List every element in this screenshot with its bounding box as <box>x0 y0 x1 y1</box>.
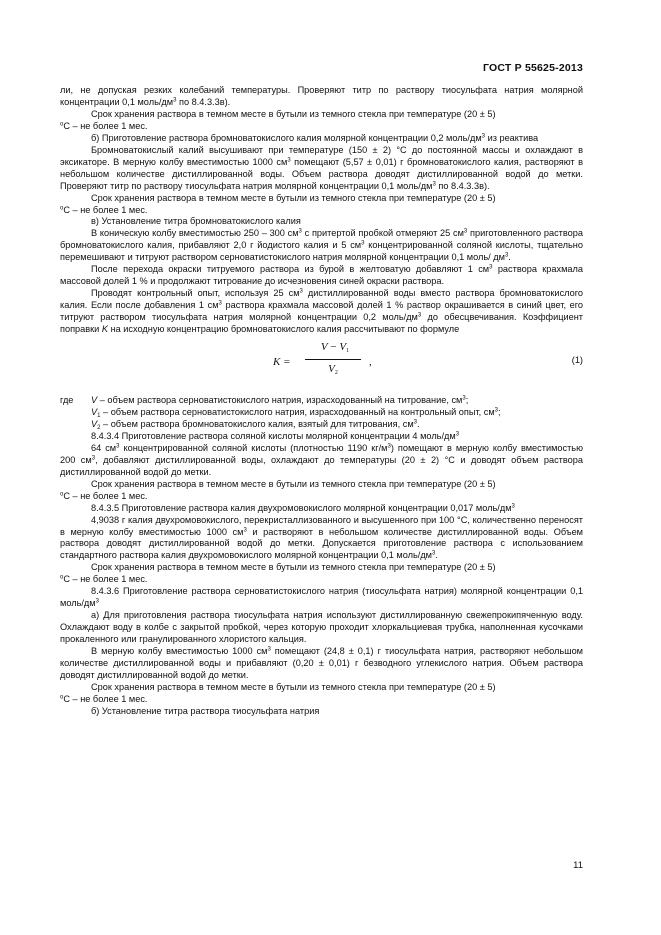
formula-numerator: $V - V_1$ <box>320 341 350 355</box>
definition-item: $V_1$ – объем раствора серноватистокислого натрия, израсходованный на контрольный опыт, $см^3$; <box>91 406 501 419</box>
paragraph: $^о$С – не более 1 мес. <box>60 204 148 215</box>
paragraph: б) Приготовление раствора бромноватокислого калия молярной концентрации 0,2 моль/$дм^3$ из реактива <box>91 132 539 143</box>
paragraph: 4,9038 г калия двухромовокислого, перекристаллизованного и высушенного при 100 °С, количественно переносят в мерную колбу вместимостью 1000 $см^3$ и растворяют в небольшом количестве дистиллированной воды. Объем раствора доводят дистиллированной водой до метки. Допускается приготовление раствора с использованием стандартного раствора калия двухромовокислого молярной концентрации 0,1 моль/$дм^3$. <box>60 514 583 561</box>
fraction-bar <box>305 359 361 360</box>
page-number: 11 <box>573 860 583 871</box>
variable-definitions <box>60 395 583 431</box>
paragraph: После перехода окраски титруемого раствора из бурой в желтоватую добавляют 1 $см^3$ раствора крахмала массовой долей 1 % и продолжают титрование до исчезновения синей окраски раствора. <box>60 264 584 287</box>
paragraph: Срок хранения раствора в темном месте в бутыли из темного стекла при температуре (20 ± 5) <box>91 192 496 203</box>
paragraph: 64 $см^3$ концентрированной соляной кислоты (плотностью 1190 $кг/м^3$) помещают в мерную колбу вместимостью 200 $см^3$, добавляют дистиллированной воды, охлаждают до температуры (20 ± 2) °С и доводят объем раствора дистиллированной водой до метки. <box>60 442 583 477</box>
equation-number: (1) <box>571 355 583 366</box>
section-heading: 8.4.3.6 Приготовление раствора серноватистокислого натрия (тиосульфата натрия) молярной концентрации 0,1 моль/$дм^3$ <box>60 586 583 609</box>
paragraph: В мерную колбу вместимостью 1000 $см^3$ помещают (24,8 ± 0,1) г тиосульфата натрия, растворяют небольшом количестве дистиллированной воды и прибавляют (0,20 ± 0,01) г безводного углекислого натрия. Объем раствора доводят дистиллированной водой до метки. <box>60 646 583 680</box>
paragraph: Срок хранения раствора в темном месте в бутыли из темного стекла при температуре (20 ± 5) <box>91 478 496 489</box>
formula-block: K = $V - V_1$ $V_2$ , (1) <box>273 341 583 377</box>
document-id-header: ГОСТ Р 55625-2013 <box>482 62 583 74</box>
document-body <box>60 85 583 718</box>
paragraph: а) Для приготовления раствора тиосульфата натрия используют дистиллированную свежепрокипяченную воду. Охлаждают воду в колбе с закрытой пробкой, через которую проходит хлоркальциевая трубка, наполненная кусочками прокаленного или гранулированного хлористого кальция. <box>60 610 583 645</box>
paragraph: Бромноватокислый калий высушивают при температуре (150 ± 2) °С до постоянной массы и охлаждают в эксикаторе. В мерную колбу вместимостью 1000 $см^3$ помещают (5,57 ± 0,01) г бромноватокислого калия, растворяют в небольшом количестве дистиллированной воды. Объем раствора доводят дистиллированной водой до метки. Проверяют титр по раствору тиосульфата натрия молярной концентрации 0,1 моль/$дм^3$ по 8.4.3.3в). <box>60 144 583 191</box>
formula-lhs: K = <box>273 356 291 369</box>
paragraph: $^о$С – не более 1 мес. <box>60 574 148 585</box>
definition-item: V – объем раствора серноватистокислого натрия, израсходованный на титрование, $см^3$; <box>91 395 469 406</box>
paragraph: ли, не допуская резких колебаний температуры. Проверяют титр по раствору тиосульфата натрия молярной концентрации 0,1 моль/$дм^3$ по 8.4.3.3в). <box>60 85 583 107</box>
paragraph: В коническую колбу вместимостью 250 – 300 $см^3$ с притертой пробкой отмеряют 25 $см^3$ приготовленного раствора бромноватокислого калия, прибавляют 2,0 г йодистого калия и 5 $см^3$ концентрированной соляной кислоты, тщательно перемешивают и титруют раствором серноватистокислого натрия молярной концентрации 0,1 моль/ $дм^3$. <box>60 228 583 263</box>
paragraph: Срок хранения раствора в темном месте в бутыли из темного стекла при температуре (20 ± 5) <box>91 562 496 573</box>
subheading: б) Установление титра раствора тиосульфата натрия <box>91 705 320 716</box>
paragraph: $^о$С – не более 1 мес. <box>60 120 148 131</box>
paragraph: $^о$С – не более 1 мес. <box>60 693 148 704</box>
paragraph: Срок хранения раствора в темном месте в бутыли из темного стекла при температуре (20 ± 5) <box>91 681 496 692</box>
paragraph: Проводят контрольный опыт, используя 25 $см^3$ дистиллированной воды вместо раствора бромноватокислого калия. Если после добавления 1 $см^3$ раствора крахмала массовой долей 1 % раствор окрашивается в синий цвет, его титруют раствором тиосульфата натрия молярной концентрации 0,2 моль/$дм^3$ до обесцвечивания. Коэффициент поправки K на исходную концентрацию бромноватокислого калия рассчитывают по формуле <box>60 288 583 335</box>
section-heading: 8.4.3.4 Приготовление раствора соляной кислоты молярной концентрации 4 моль/$дм^3$ <box>91 430 460 441</box>
section-heading: 8.4.3.5 Приготовление раствора калия двухромовокислого молярной концентрации 0,017 моль/$дм^3$ <box>91 502 515 513</box>
definition-item: $V_2$ – объем раствора бромноватокислого калия, взятый для титрования, $см^3$. <box>91 418 420 431</box>
paragraph: Срок хранения раствора в темном месте в бутыли из темного стекла при температуре (20 ± 5) <box>91 108 496 119</box>
paragraph: $^о$С – не более 1 мес. <box>60 490 148 501</box>
where-label: где <box>60 395 74 406</box>
formula-denominator: $V_2$ <box>328 363 338 377</box>
subheading: в) Установление титра бромноватокислого калия <box>91 216 301 227</box>
